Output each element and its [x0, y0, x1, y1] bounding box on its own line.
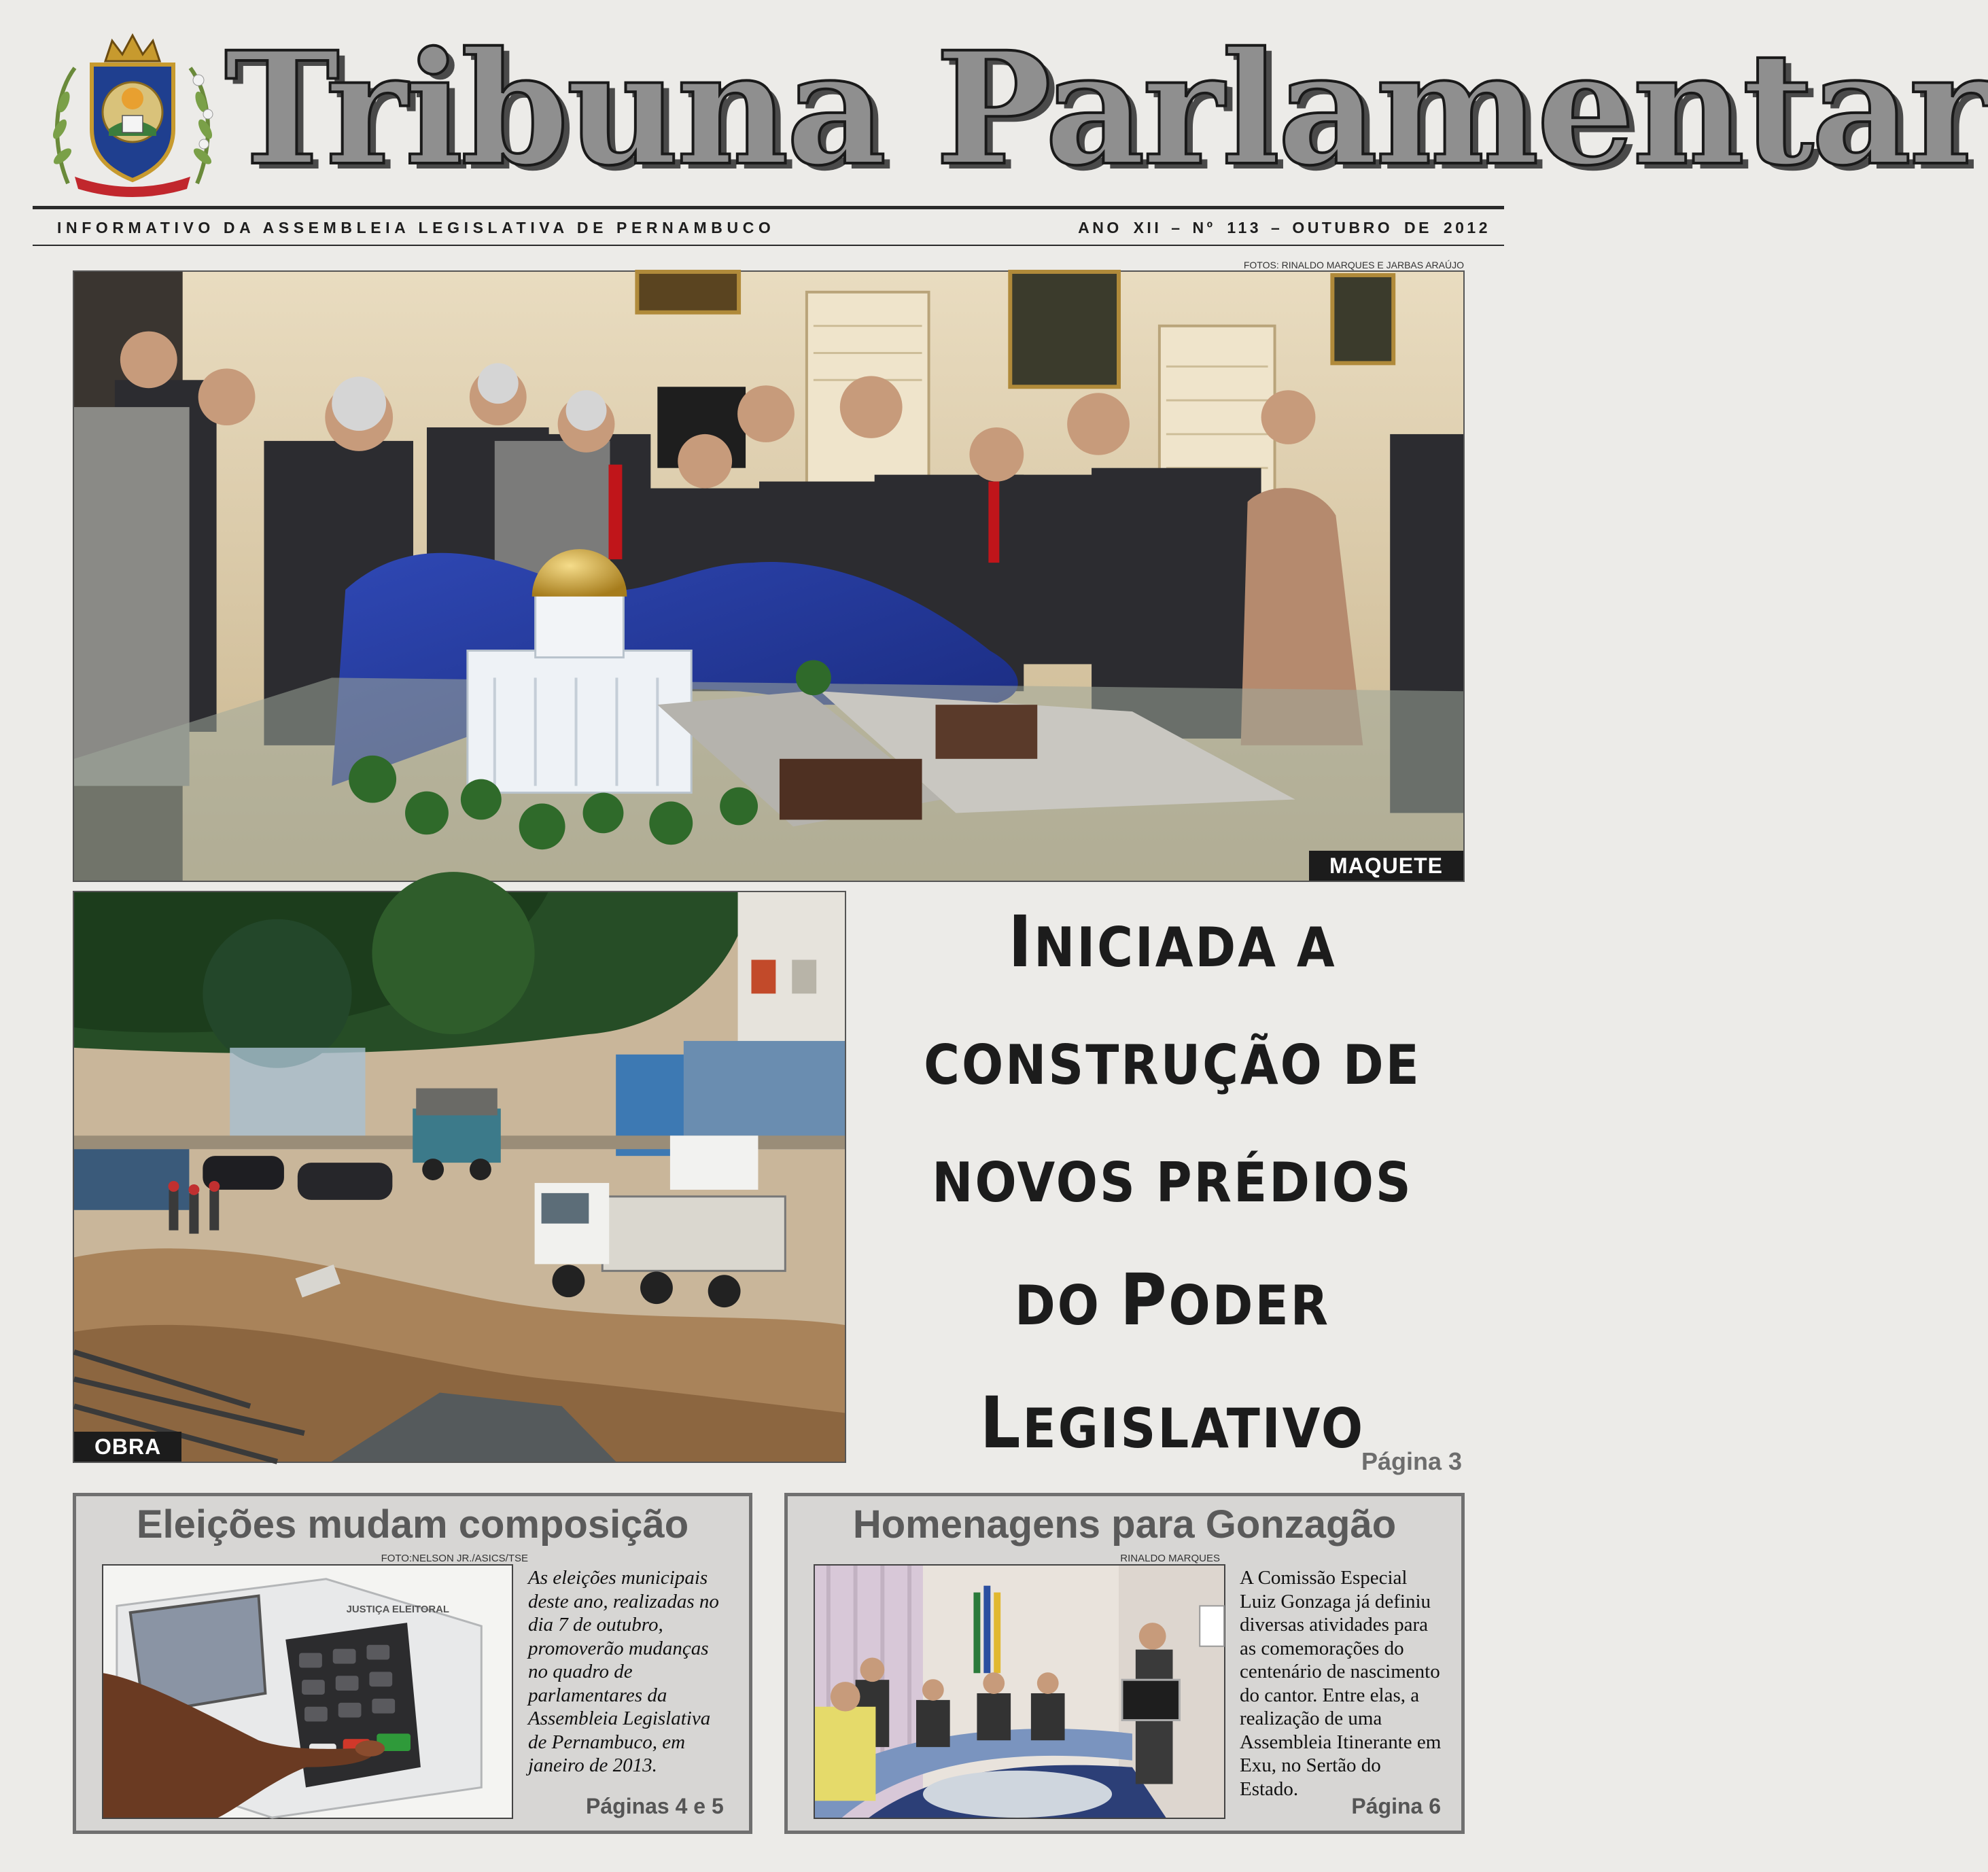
headline-line-3: NOVOS PRÉDIOS [932, 1151, 1413, 1214]
headline-line-2: CONSTRUÇÃO DE [924, 1034, 1421, 1097]
issue-separator: – [1171, 219, 1183, 236]
photo-tag-maquete: MAQUETE [1309, 851, 1463, 881]
tributes-page-ref: Página 6 [1351, 1794, 1441, 1818]
elections-page-ref: Páginas 4 e 5 [586, 1794, 724, 1818]
issue-number: Nº 113 [1192, 219, 1262, 236]
issue-info [1078, 219, 1490, 237]
masthead-tagline: INFORMATIVO DA ASSEMBLEIA LEGISLATIVA DE PERNAMBUCO [57, 219, 775, 236]
issue-separator: – [1271, 219, 1283, 236]
headline-line-4 [860, 1241, 1485, 1364]
headline-page-ref: Página 3 [1361, 1447, 1462, 1475]
voting-machine-photo [102, 1564, 513, 1819]
elections-text: As eleições municipais deste ano, realizadas no dia 7 de outubro, promoverão mudanças no quadro de parlamentares da Assembleia Legislativa de Pernambuco, em janeiro de 2013. [528, 1567, 719, 1776]
headline-initial: I [1008, 900, 1034, 983]
main-photo-credit: FOTOS: RINALDO MARQUES E JARBAS ARAÚJO [1243, 260, 1464, 270]
elections-photo-credit: FOTO:NELSON JR./ASICS/TSE [381, 1553, 528, 1564]
tributes-photo-credit: RINALDO MARQUES [1120, 1553, 1220, 1564]
model-unveiling-photo [73, 270, 1465, 882]
urn-label: JUSTIÇA ELEITORAL [346, 1604, 450, 1616]
headline-initial: L [979, 1381, 1023, 1464]
masthead-title: Tribuna Parlamentar [224, 18, 1988, 200]
headline-text: ODER [1168, 1274, 1331, 1337]
headline-text: EGISLATIVO [1022, 1397, 1365, 1460]
headline-text: DO [1014, 1274, 1120, 1337]
main-headline [860, 883, 1485, 1487]
issue-year: ANO XII [1078, 219, 1162, 236]
masthead-rule-bottom [33, 245, 1504, 246]
masthead-rule-top [33, 206, 1504, 209]
tributes-box [784, 1493, 1465, 1834]
headline-initial: P [1119, 1258, 1169, 1341]
photo-tag-obra: OBRA [74, 1432, 181, 1462]
elections-title: Eleições mudam composição [136, 1502, 689, 1547]
coat-of-arms-logo [48, 27, 217, 197]
commission-meeting-photo [814, 1564, 1225, 1819]
tributes-title: Homenagens para Gonzagão [852, 1502, 1397, 1547]
issue-date: OUTUBRO DE 2012 [1292, 219, 1490, 236]
headline-line-1 [860, 883, 1485, 1006]
tributes-text: A Comissão Especial Luiz Gonzaga já definiu diversas atividades para as comemorações do centenário de nascimento do cantor. Entre elas, a realização de uma Assembleia Itinerante em Exu, no Sertão do Estado. [1240, 1567, 1442, 1800]
elections-box [73, 1493, 752, 1834]
construction-site-photo [73, 891, 846, 1463]
headline-text: NICIADA A [1034, 916, 1337, 979]
